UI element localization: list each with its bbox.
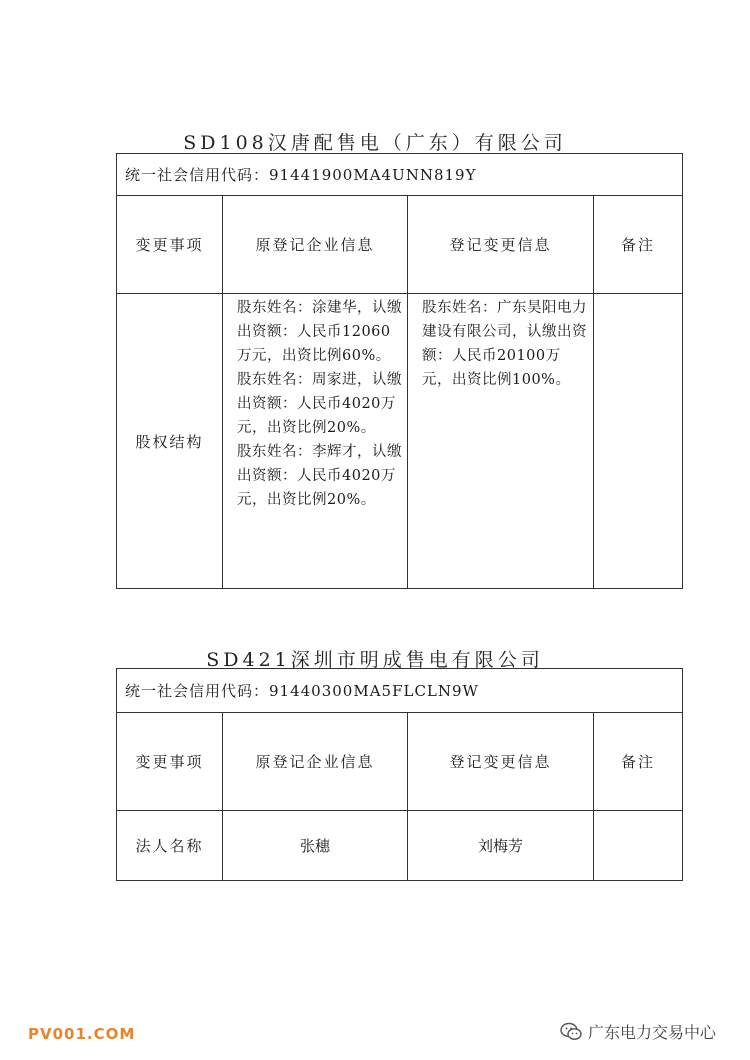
section-title-sd421: SD421深圳市明成售电有限公司	[206, 649, 544, 671]
original-info-cell	[223, 294, 408, 589]
shareholder-entry: 股东姓名：周家进，认缴出资额：人民币4020万元，出资比例20%。	[237, 372, 402, 436]
section-title-sd108: SD108汉唐配售电（广东）有限公司	[183, 132, 567, 154]
header-note: 备注	[594, 713, 683, 811]
header-changed-info: 登记变更信息	[408, 196, 594, 294]
registration-table-sd108	[116, 153, 683, 589]
credit-code: 统一社会信用代码：91440300MA5FLCLN9W	[117, 669, 683, 713]
changed-info-cell	[408, 294, 594, 589]
credit-code: 统一社会信用代码：91441900MA4UNN819Y	[117, 154, 683, 196]
note-cell	[594, 811, 683, 881]
shareholder-entry: 股东姓名：李辉才，认缴出资额：人民币4020万元，出资比例20%。	[237, 444, 402, 508]
original-info-cell: 张穗	[223, 811, 408, 881]
header-original-info: 原登记企业信息	[223, 713, 408, 811]
header-change-item: 变更事项	[117, 713, 223, 811]
note-cell	[594, 294, 683, 589]
header-note: 备注	[594, 196, 683, 294]
header-original-info: 原登记企业信息	[223, 196, 408, 294]
wechat-watermark	[560, 1020, 716, 1043]
shareholder-entry: 股东姓名：涂建华，认缴出资额：人民币12060万元，出资比例60%。	[237, 300, 402, 364]
header-change-item: 变更事项	[117, 196, 223, 294]
changed-info-cell: 刘梅芳	[408, 811, 594, 881]
site-watermark: PV001.COM	[28, 1025, 136, 1043]
shareholder-entry: 股东姓名：广东昊阳电力建设有限公司，认缴出资额：人民币20100万元，出资比例100%。	[422, 300, 587, 388]
registration-table-sd421	[116, 668, 683, 881]
wechat-icon	[560, 1022, 582, 1042]
change-item-cell: 法人名称	[117, 811, 223, 881]
header-changed-info: 登记变更信息	[408, 713, 594, 811]
change-item-cell: 股权结构	[117, 294, 223, 589]
wechat-account-name: 广东电力交易中心	[588, 1023, 717, 1042]
